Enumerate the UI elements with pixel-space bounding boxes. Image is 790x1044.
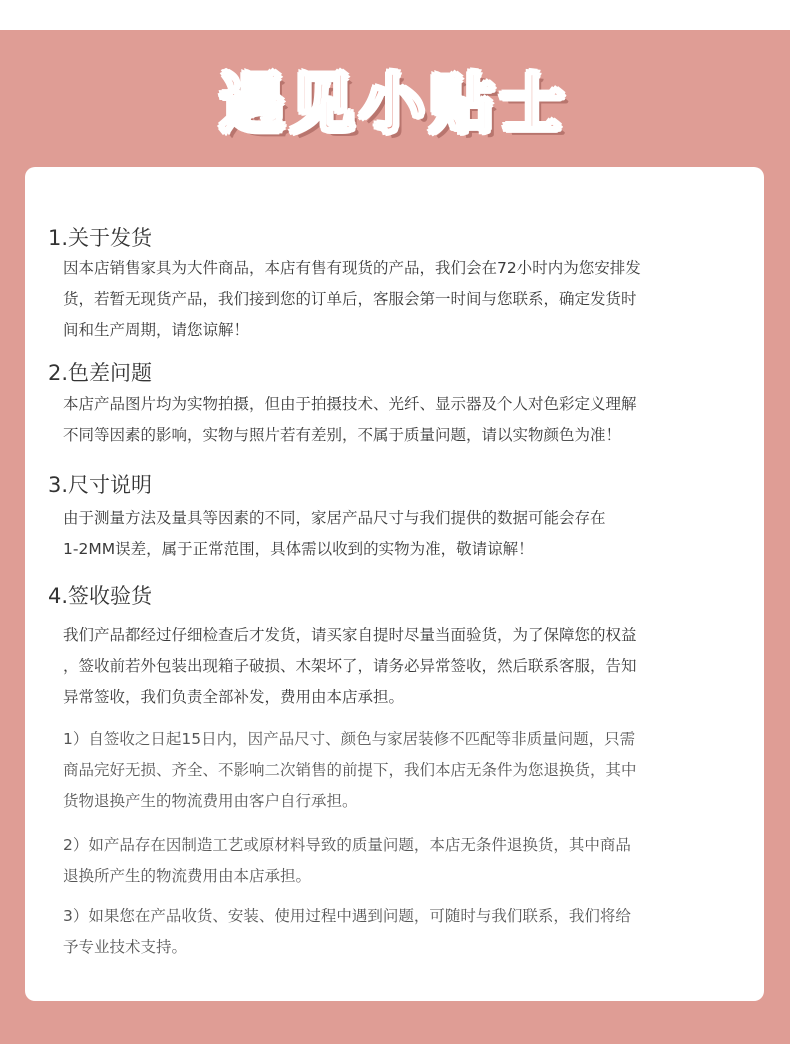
- banner-title: 遇见小贴士: [220, 68, 570, 142]
- policy-line: 货物退换产生的物流费用由客户自行承担。: [63, 792, 358, 810]
- section-body-shipping: [63, 253, 743, 346]
- body-line: 由于测量方法及量具等因素的不同，家居产品尺寸与我们提供的数据可能会存在: [63, 509, 606, 527]
- section-title-color: 2.色差问题: [48, 361, 153, 385]
- body-line: 间和生产周期，请您谅解！: [63, 321, 250, 339]
- policy-line: 商品完好无损、齐全、不影响二次销售的前提下，我们本店无条件为您退换货，其中: [63, 761, 637, 779]
- section-title-size: 3.尺寸说明: [48, 473, 153, 497]
- body-line: 1-2MM误差，属于正常范围，具体需以收到的实物为准，敬请谅解！: [63, 540, 534, 558]
- policy-line: 1）自签收之日起15日内，因产品尺寸、颜色与家居装修不匹配等非质量问题，只需: [63, 730, 636, 748]
- body-line: 本店产品图片均为实物拍摄，但由于拍摄技术、光纤、显示器及个人对色彩定义理解: [63, 395, 637, 413]
- policy-item-3: [63, 901, 743, 963]
- body-line: 异常签收，我们负责全部补发，费用由本店承担。: [63, 688, 405, 706]
- policy-line: 3）如果您在产品收货、安装、使用过程中遇到问题，可随时与我们联系，我们将给: [63, 907, 631, 925]
- policy-item-1: [63, 724, 743, 817]
- body-line: 货，若暂无现货产品，我们接到您的订单后，客服会第一时间与您联系，确定发货时: [63, 290, 637, 308]
- body-line: 不同等因素的影响，实物与照片若有差别，不属于质量问题，请以实物颜色为准！: [63, 426, 622, 444]
- policy-line: 2）如产品存在因制造工艺或原材料导致的质量问题，本店无条件退换货，其中商品: [63, 836, 631, 854]
- tips-card: [25, 167, 764, 1001]
- policy-line: 予专业技术支持。: [63, 938, 188, 956]
- section-body-inspection: [63, 620, 743, 713]
- section-title-inspection: 4.签收验货: [48, 584, 153, 608]
- body-line: 因本店销售家具为大件商品，本店有售有现货的产品，我们会在72小时内为您安排发: [63, 259, 641, 277]
- body-line: 我们产品都经过仔细检查后才发货，请买家自提时尽量当面验货，为了保障您的权益: [63, 626, 637, 644]
- body-line: ，签收前若外包装出现箱子破损、木架坏了，请务必异常签收，然后联系客服，告知: [63, 657, 637, 675]
- policy-line: 退换所产生的物流费用由本店承担。: [63, 867, 312, 885]
- policy-item-2: [63, 830, 743, 892]
- section-body-color: [63, 389, 743, 451]
- section-body-size: [63, 503, 743, 565]
- section-title-shipping: 1.关于发货: [48, 226, 153, 250]
